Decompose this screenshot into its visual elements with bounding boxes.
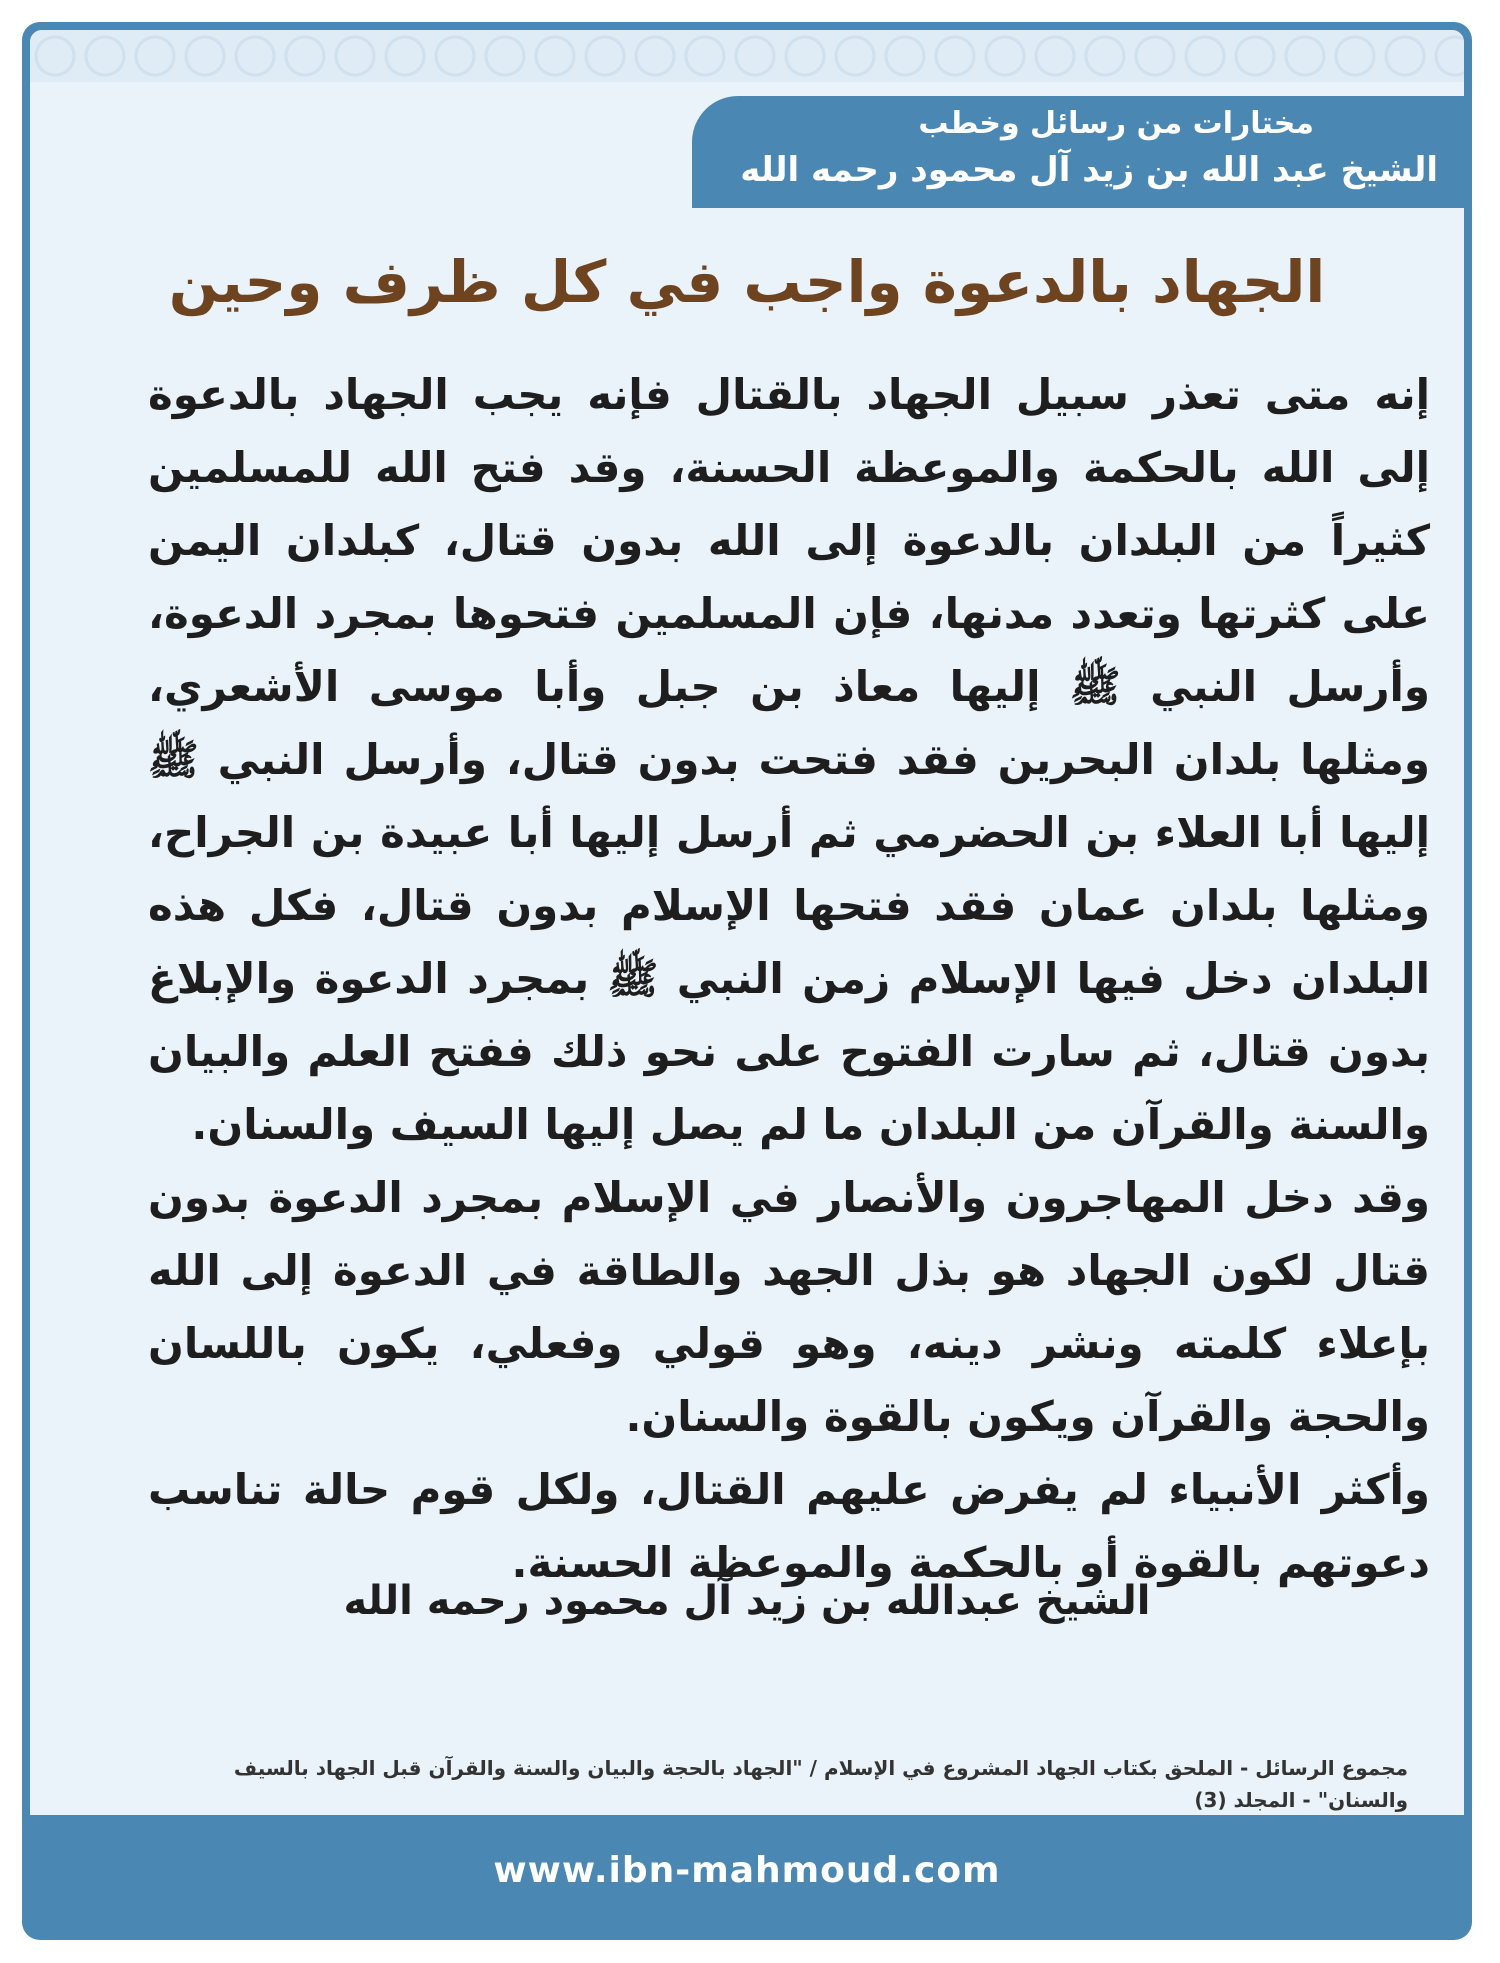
article-title: الجهاد بالدعوة واجب في كل ظرف وحين xyxy=(168,248,1326,316)
signature: الشيخ عبدالله بن زيد آل محمود رحمه الله xyxy=(343,1578,1151,1624)
header-ribbon xyxy=(692,96,1464,208)
decorative-pattern-band xyxy=(30,30,1464,82)
paragraph-3: وأكثر الأنبياء لم يفرض عليهم القتال، ولكل قوم حالة تناسب دعوتهم بالقوة أو بالحكمة والموعظة الحسنة. xyxy=(148,1465,1430,1587)
article-body xyxy=(148,358,1430,1599)
author-header: الشيخ عبد الله بن زيد آل محمود رحمه الله xyxy=(740,150,1438,190)
series-title: مختارات من رسائل وخطب xyxy=(918,106,1314,141)
page-frame xyxy=(22,22,1472,1940)
paragraph-1: إنه متى تعذر سبيل الجهاد بالقتال فإنه يجب الجهاد بالدعوة إلى الله بالحكمة والموعظة الحسنة، وقد فتح الله للمسلمين كثيراً من البلدان بالدعوة إلى الله بدون قتال، كبلدان اليمن على كثرتها وتعدد مدنها، فإن المسلمين فتحوها بمجرد الدعوة، وأرسل النبي ﷺ إليها معاذ بن جبل وأبا موسى الأشعري، ومثلها بلدان البحرين فقد فتحت بدون قتال، وأرسل النبي ﷺ إليها أبا العلاء بن الحضرمي ثم أرسل إليها أبا عبيدة بن الجراح، ومثلها بلدان عمان فقد فتحها الإسلام بدون قتال، فكل هذه البلدان دخل فيها الإسلام زمن النبي ﷺ بمجرد الدعوة والإبلاغ بدون قتال، ثم سارت الفتوح على نحو ذلك ففتح العلم والبيان والسنة والقرآن من البلدان ما لم يصل إليها السيف والسنان. xyxy=(148,370,1430,1149)
paragraph-2: وقد دخل المهاجرون والأنصار في الإسلام بمجرد الدعوة بدون قتال لكون الجهاد هو بذل الجهد والطاقة في الدعوة إلى الله بإعلاء كلمته ونشر دينه، وهو قولي وفعلي، يكون باللسان والحجة والقرآن ويكون بالقوة والسنان. xyxy=(148,1173,1430,1441)
content-panel xyxy=(30,30,1464,1815)
website-link[interactable]: www.ibn-mahmoud.com xyxy=(493,1850,1001,1891)
source-citation: مجموع الرسائل - الملحق بكتاب الجهاد المشروع في الإسلام / "الجهاد بالحجة والبيان والسنة والقرآن قبل الجهاد بالسيف والسنان" - المجلد (3) xyxy=(233,1756,1408,1812)
